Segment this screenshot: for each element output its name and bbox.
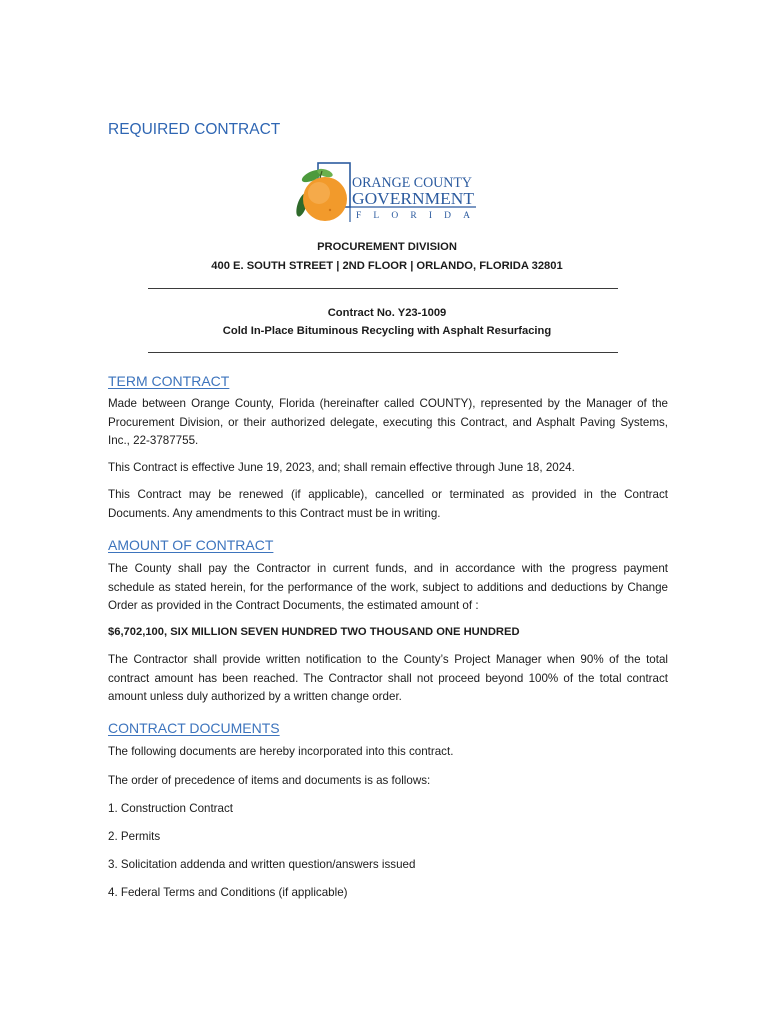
header-divider-bottom bbox=[148, 352, 618, 353]
logo-text-florida: FLORIDA bbox=[356, 211, 470, 221]
precedence-paragraph bbox=[108, 772, 668, 791]
paragraph-line: Documents. Any amendments to this Contract must be in writing. bbox=[108, 506, 441, 520]
contract-documents-list bbox=[108, 795, 668, 907]
paragraph-line: Order as provided in the Contract Documents, the estimated amount of : bbox=[108, 599, 479, 613]
contract-title: Cold In-Place Bituminous Recycling with Asphalt Resurfacing bbox=[222, 325, 552, 337]
orange-dimple bbox=[329, 209, 331, 211]
paragraph-line: amount unless duly authorized by a written change order. bbox=[108, 690, 402, 704]
orange-highlight bbox=[308, 182, 330, 204]
division-name: PROCUREMENT DIVISION bbox=[317, 241, 457, 253]
paragraph-line: contract amount has been reached. The Contractor shall not proceed beyond 100% of the total contract bbox=[108, 671, 668, 685]
list-item: 4. Federal Terms and Conditions (if applicable) bbox=[108, 886, 348, 899]
contract-documents-heading: CONTRACT DOCUMENTS bbox=[108, 720, 280, 736]
document-title: REQUIRED CONTRACT bbox=[108, 121, 281, 138]
list-item: 1. Construction Contract bbox=[108, 802, 234, 815]
parties-paragraph bbox=[108, 395, 668, 451]
paragraph-line: This Contract is effective June 19, 2023, and; shall remain effective through June 18, 2024. bbox=[108, 461, 575, 474]
paragraph-line: Inc., 22-3787755. bbox=[108, 434, 199, 448]
logo-text-orange-county: ORANGE COUNTY bbox=[352, 175, 473, 191]
notification-paragraph bbox=[108, 651, 668, 707]
contract-number: Contract No. Y23-1009 bbox=[327, 307, 447, 319]
paragraph-line: schedule as stated herein, for the performance of the work, subject to additions and deductions by Change bbox=[108, 580, 668, 594]
term-contract-heading: TERM CONTRACT bbox=[108, 373, 230, 389]
list-item: 3. Solicitation addenda and written question/answers issued bbox=[108, 858, 416, 871]
renewal-paragraph bbox=[108, 486, 668, 523]
paragraph-line: The following documents are hereby incorporated into this contract. bbox=[108, 745, 454, 758]
paragraph-line: Made between Orange County, Florida (hereinafter called COUNTY), represented by the Manager of the bbox=[108, 397, 668, 410]
list-item: 2. Permits bbox=[108, 830, 161, 843]
payment-paragraph bbox=[108, 560, 668, 616]
paragraph-line: Procurement Division, or their authorized delegate, executing this Contract, and Asphalt Paving Systems, bbox=[108, 415, 668, 429]
paragraph-line: The order of precedence of items and documents is as follows: bbox=[108, 774, 431, 787]
division-address: 400 E. SOUTH STREET | 2ND FLOOR | ORLANDO, FLORIDA 32801 bbox=[211, 260, 563, 272]
paragraph-line: The Contractor shall provide written notification to the County’s Project Manager when 90% of the total bbox=[108, 653, 668, 666]
amount-of-contract-heading: AMOUNT OF CONTRACT bbox=[108, 537, 274, 553]
effective-dates-paragraph bbox=[108, 459, 668, 478]
contract-amount-paragraph bbox=[108, 623, 668, 642]
documents-intro-paragraph bbox=[108, 743, 668, 762]
header-divider-top bbox=[148, 288, 618, 289]
paragraph-line: The County shall pay the Contractor in current funds, and in accordance with the progress payment bbox=[108, 562, 668, 575]
orange-county-government-logo bbox=[294, 160, 478, 226]
contract-amount: $6,702,100, SIX MILLION SEVEN HUNDRED TWO THOUSAND ONE HUNDRED bbox=[108, 626, 520, 638]
paragraph-line: This Contract may be renewed (if applicable), cancelled or terminated as provided in the Contract bbox=[108, 488, 668, 501]
logo-text-government: GOVERNMENT bbox=[352, 189, 474, 208]
